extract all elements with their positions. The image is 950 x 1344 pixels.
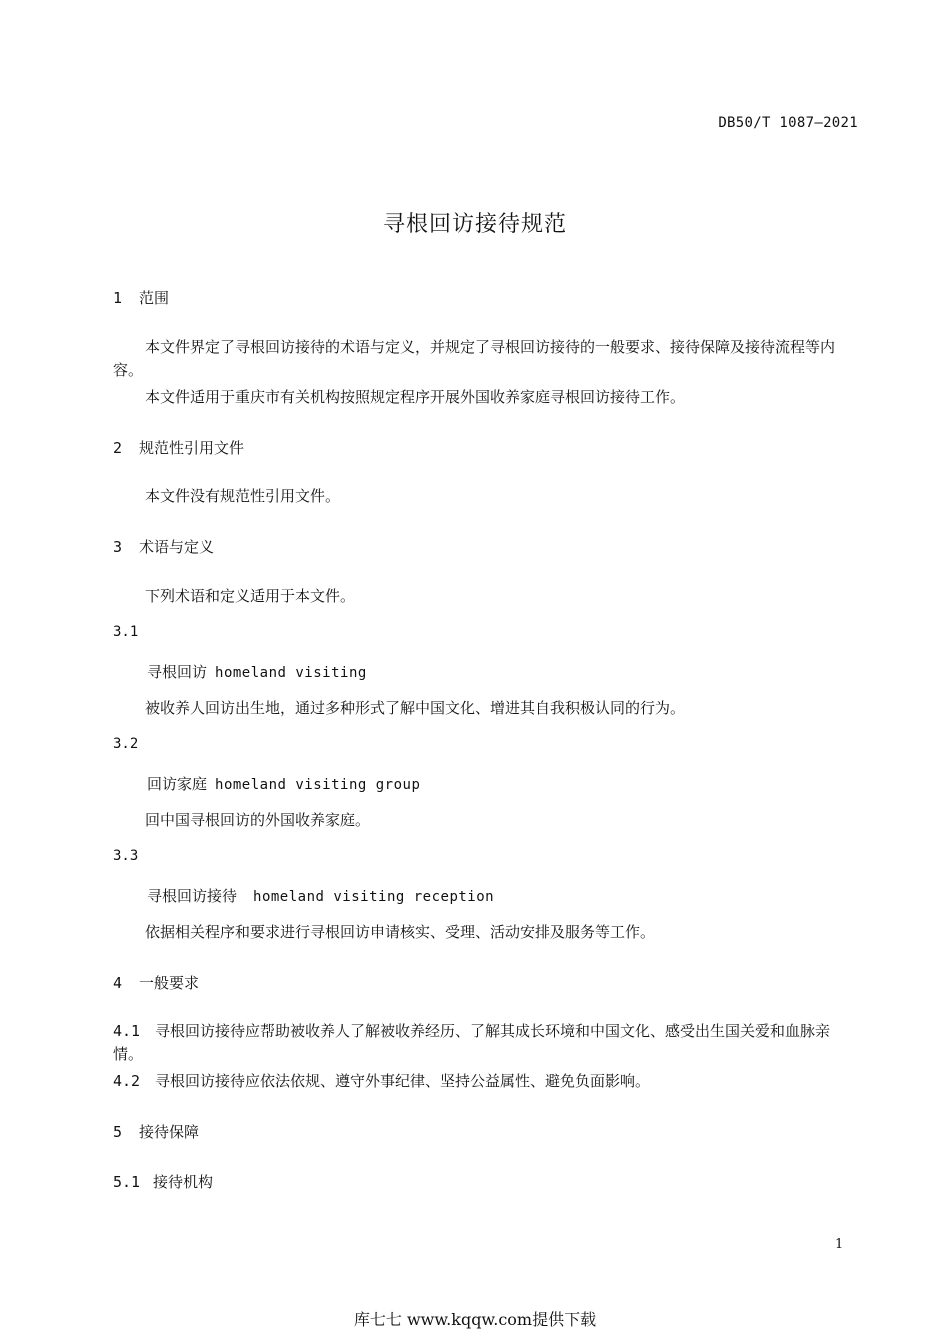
section-number: 1 bbox=[113, 289, 123, 307]
item-text: 寻根回访接待应帮助被收养人了解被收养经历、了解其成长环境和中国文化、感受出生国关爱和血脉亲情。 bbox=[113, 1022, 831, 1063]
section-2-paragraph-1: 本文件没有规范性引用文件。 bbox=[145, 487, 341, 505]
term-heading bbox=[147, 885, 494, 906]
section-number: 2 bbox=[113, 439, 123, 457]
term-number: 3.1 bbox=[113, 624, 139, 640]
page-number: 1 bbox=[835, 1237, 844, 1252]
section-1-paragraph-1: 本文件界定了寻根回访接待的术语与定义，并规定了寻根回访接待的一般要求、接待保障及接待流程等内容。 bbox=[113, 338, 836, 379]
term-definition: 被收养人回访出生地，通过多种形式了解中国文化、增进其自我积极认同的行为。 bbox=[145, 699, 686, 717]
section-title: 术语与定义 bbox=[139, 538, 215, 556]
document-title: 寻根回访接待规范 bbox=[382, 212, 567, 237]
term-zh: 寻根回访接待 bbox=[147, 887, 238, 905]
section-title: 范围 bbox=[139, 289, 170, 307]
term-number: 3.3 bbox=[113, 848, 139, 864]
subsection-title: 接待机构 bbox=[153, 1173, 214, 1191]
section-2-heading bbox=[113, 437, 244, 458]
term-heading bbox=[147, 773, 420, 794]
section-title: 接待保障 bbox=[139, 1123, 200, 1141]
term-en: homeland visiting bbox=[215, 665, 367, 681]
term-heading bbox=[147, 661, 367, 682]
term-number: 3.2 bbox=[113, 736, 139, 752]
item-text: 寻根回访接待应依法依规、遵守外事纪律、坚持公益属性、避免负面影响。 bbox=[155, 1072, 651, 1090]
term-zh: 寻根回访 bbox=[147, 663, 208, 681]
section-title: 一般要求 bbox=[139, 974, 200, 992]
section-1-heading bbox=[113, 287, 169, 308]
term-zh: 回访家庭 bbox=[147, 775, 208, 793]
section-title: 规范性引用文件 bbox=[139, 439, 245, 457]
section-4-heading bbox=[113, 972, 199, 993]
download-footer: 库七七 www.kqqw.com提供下载 bbox=[353, 1310, 597, 1329]
section-3-heading bbox=[113, 536, 214, 557]
term-en: homeland visiting group bbox=[215, 777, 421, 793]
section-number: 5 bbox=[113, 1123, 123, 1141]
requirement-item bbox=[113, 1020, 858, 1066]
term-definition: 依据相关程序和要求进行寻根回访申请核实、受理、活动安排及服务等工作。 bbox=[145, 923, 656, 941]
document-code: DB50/T 1087—2021 bbox=[718, 115, 858, 131]
section-5-heading bbox=[113, 1121, 199, 1142]
item-number: 4.2 bbox=[113, 1072, 141, 1090]
section-1-paragraph-2: 本文件适用于重庆市有关机构按照规定程序开展外国收养家庭寻根回访接待工作。 bbox=[145, 388, 686, 406]
subsection-number: 5.1 bbox=[113, 1173, 141, 1191]
requirement-item bbox=[113, 1070, 858, 1093]
section-number: 3 bbox=[113, 538, 123, 556]
section-3-intro: 下列术语和定义适用于本文件。 bbox=[145, 587, 356, 605]
item-number: 4.1 bbox=[113, 1022, 141, 1040]
section-number: 4 bbox=[113, 974, 123, 992]
term-en: homeland visiting reception bbox=[253, 889, 495, 905]
term-definition: 回中国寻根回访的外国收养家庭。 bbox=[145, 811, 371, 829]
subsection-5-1-heading bbox=[113, 1171, 213, 1192]
